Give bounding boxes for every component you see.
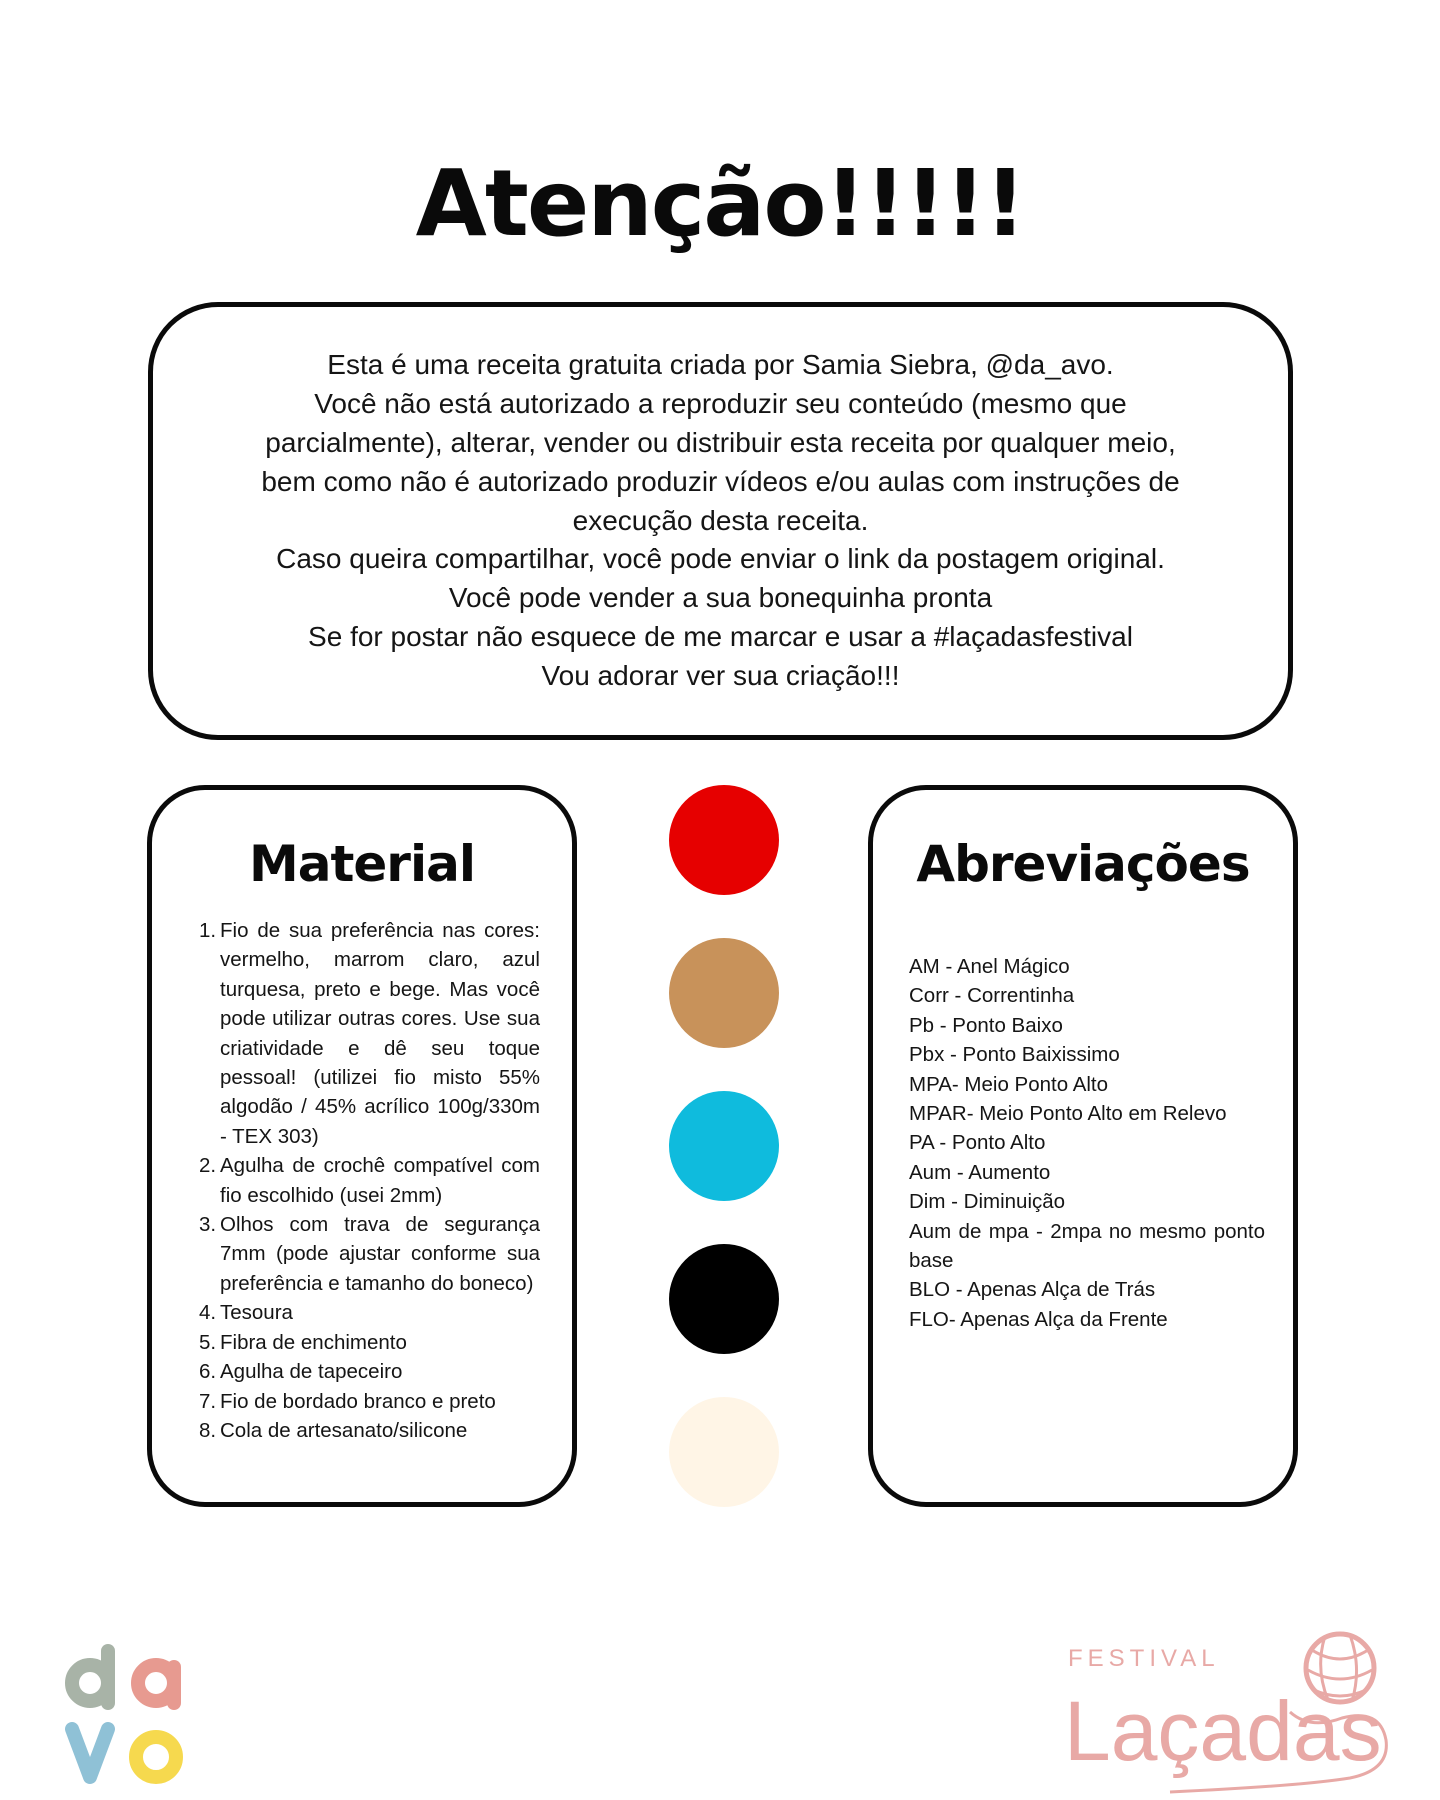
list-item xyxy=(200,1151,540,1210)
color-swatch-black xyxy=(669,1244,779,1354)
item-number: 7. xyxy=(199,1389,217,1413)
list-item: Dim - Diminuição xyxy=(909,1190,1066,1214)
item-number: 6. xyxy=(199,1360,217,1384)
item-text: Fio de bordado branco e preto xyxy=(220,1389,496,1413)
list-item xyxy=(200,1328,540,1357)
abbreviations-panel xyxy=(868,785,1298,1507)
festival-text: FESTIVAL xyxy=(1068,1645,1220,1672)
list-item xyxy=(200,916,540,1151)
item-text: Fibra de enchimento xyxy=(220,1330,407,1354)
list-item: Aum - Aumento xyxy=(909,1160,1051,1184)
davo-logo-o xyxy=(136,1737,176,1777)
notice-line: Caso queira compartilhar, você pode enviar o link da postagem original. xyxy=(276,543,1165,575)
color-swatch-turquoise xyxy=(669,1091,779,1201)
material-panel xyxy=(147,785,577,1507)
material-title: Material xyxy=(249,835,475,893)
item-text: Agulha de tapeceiro xyxy=(220,1360,403,1384)
list-item xyxy=(200,1416,540,1445)
festival-lacadas-logo xyxy=(1050,1620,1390,1800)
list-item xyxy=(200,1210,540,1298)
item-text: Cola de artesanato/silicone xyxy=(220,1418,468,1442)
notice-line: Vou adorar ver sua criação!!! xyxy=(541,659,900,691)
item-number: 3. xyxy=(199,1213,217,1237)
page-title: Atenção!!!!! xyxy=(415,150,1025,257)
copyright-notice-box xyxy=(148,302,1293,740)
item-text: Agulha de crochê compatível com fio escolhido (usei 2mm) xyxy=(220,1154,540,1207)
list-item: BLO - Apenas Alça de Trás xyxy=(909,1278,1156,1302)
list-item xyxy=(200,1298,540,1327)
item-number: 1. xyxy=(199,919,217,942)
color-swatch-beige xyxy=(669,1397,779,1507)
davo-logo-v xyxy=(72,1729,108,1777)
abbreviations-list xyxy=(909,952,1265,1334)
list-item: Aum de mpa - 2mpa no mesmo ponto base xyxy=(909,1219,1265,1273)
notice-line: Você pode vender a sua bonequinha pronta xyxy=(448,582,993,614)
list-item xyxy=(200,1357,540,1386)
notice-line: Você não está autorizado a reproduzir seu conteúdo (mesmo que parcialmente), alterar, vender ou distribuir esta receita por qualquer meio, bem como não é autorizado produzir vídeos e/ou aulas com instruções de execução desta receita. xyxy=(261,388,1180,536)
davo-logo xyxy=(62,1643,188,1793)
item-text: Fio de sua preferência nas cores: vermelho, marrom claro, azul turquesa, preto e bege. Mas você pode utilizar outras cores. Use sua criatividade e dê seu toque pessoal! (utilizei fio misto 55% algodão / 45% acrílico 100g/330m - TEX 303) xyxy=(220,919,540,1148)
item-number: 8. xyxy=(199,1418,217,1442)
list-item: MPA- Meio Ponto Alto xyxy=(909,1072,1109,1096)
material-list xyxy=(200,916,540,1445)
list-item: AM - Anel Mágico xyxy=(909,955,1070,978)
list-item: Pbx - Ponto Baixissimo xyxy=(909,1043,1120,1067)
list-item: Pb - Ponto Baixo xyxy=(909,1013,1063,1037)
color-swatch-light-brown xyxy=(669,938,779,1048)
item-text: Olhos com trava de segurança 7mm (pode ajustar conforme sua preferência e tamanho do boneco) xyxy=(220,1213,540,1295)
lacadas-text: Laçadas xyxy=(1064,1684,1382,1778)
list-item: MPAR- Meio Ponto Alto em Relevo xyxy=(909,1102,1227,1126)
notice-line: Se for postar não esquece de me marcar e usar a #laçadasfestival xyxy=(308,620,1133,652)
list-item: FLO- Apenas Alça da Frente xyxy=(909,1307,1168,1331)
list-item: Corr - Correntinha xyxy=(909,984,1075,1008)
list-item: PA - Ponto Alto xyxy=(909,1131,1046,1155)
item-text: Tesoura xyxy=(220,1301,293,1325)
list-item xyxy=(200,1387,540,1416)
item-number: 5. xyxy=(199,1330,217,1354)
color-swatch-red xyxy=(669,785,779,895)
item-number: 2. xyxy=(199,1154,217,1178)
notice-line: Esta é uma receita gratuita criada por Samia Siebra, @da_avo. xyxy=(327,349,1114,381)
abbreviations-title: Abreviações xyxy=(916,835,1250,893)
item-number: 4. xyxy=(199,1301,217,1325)
